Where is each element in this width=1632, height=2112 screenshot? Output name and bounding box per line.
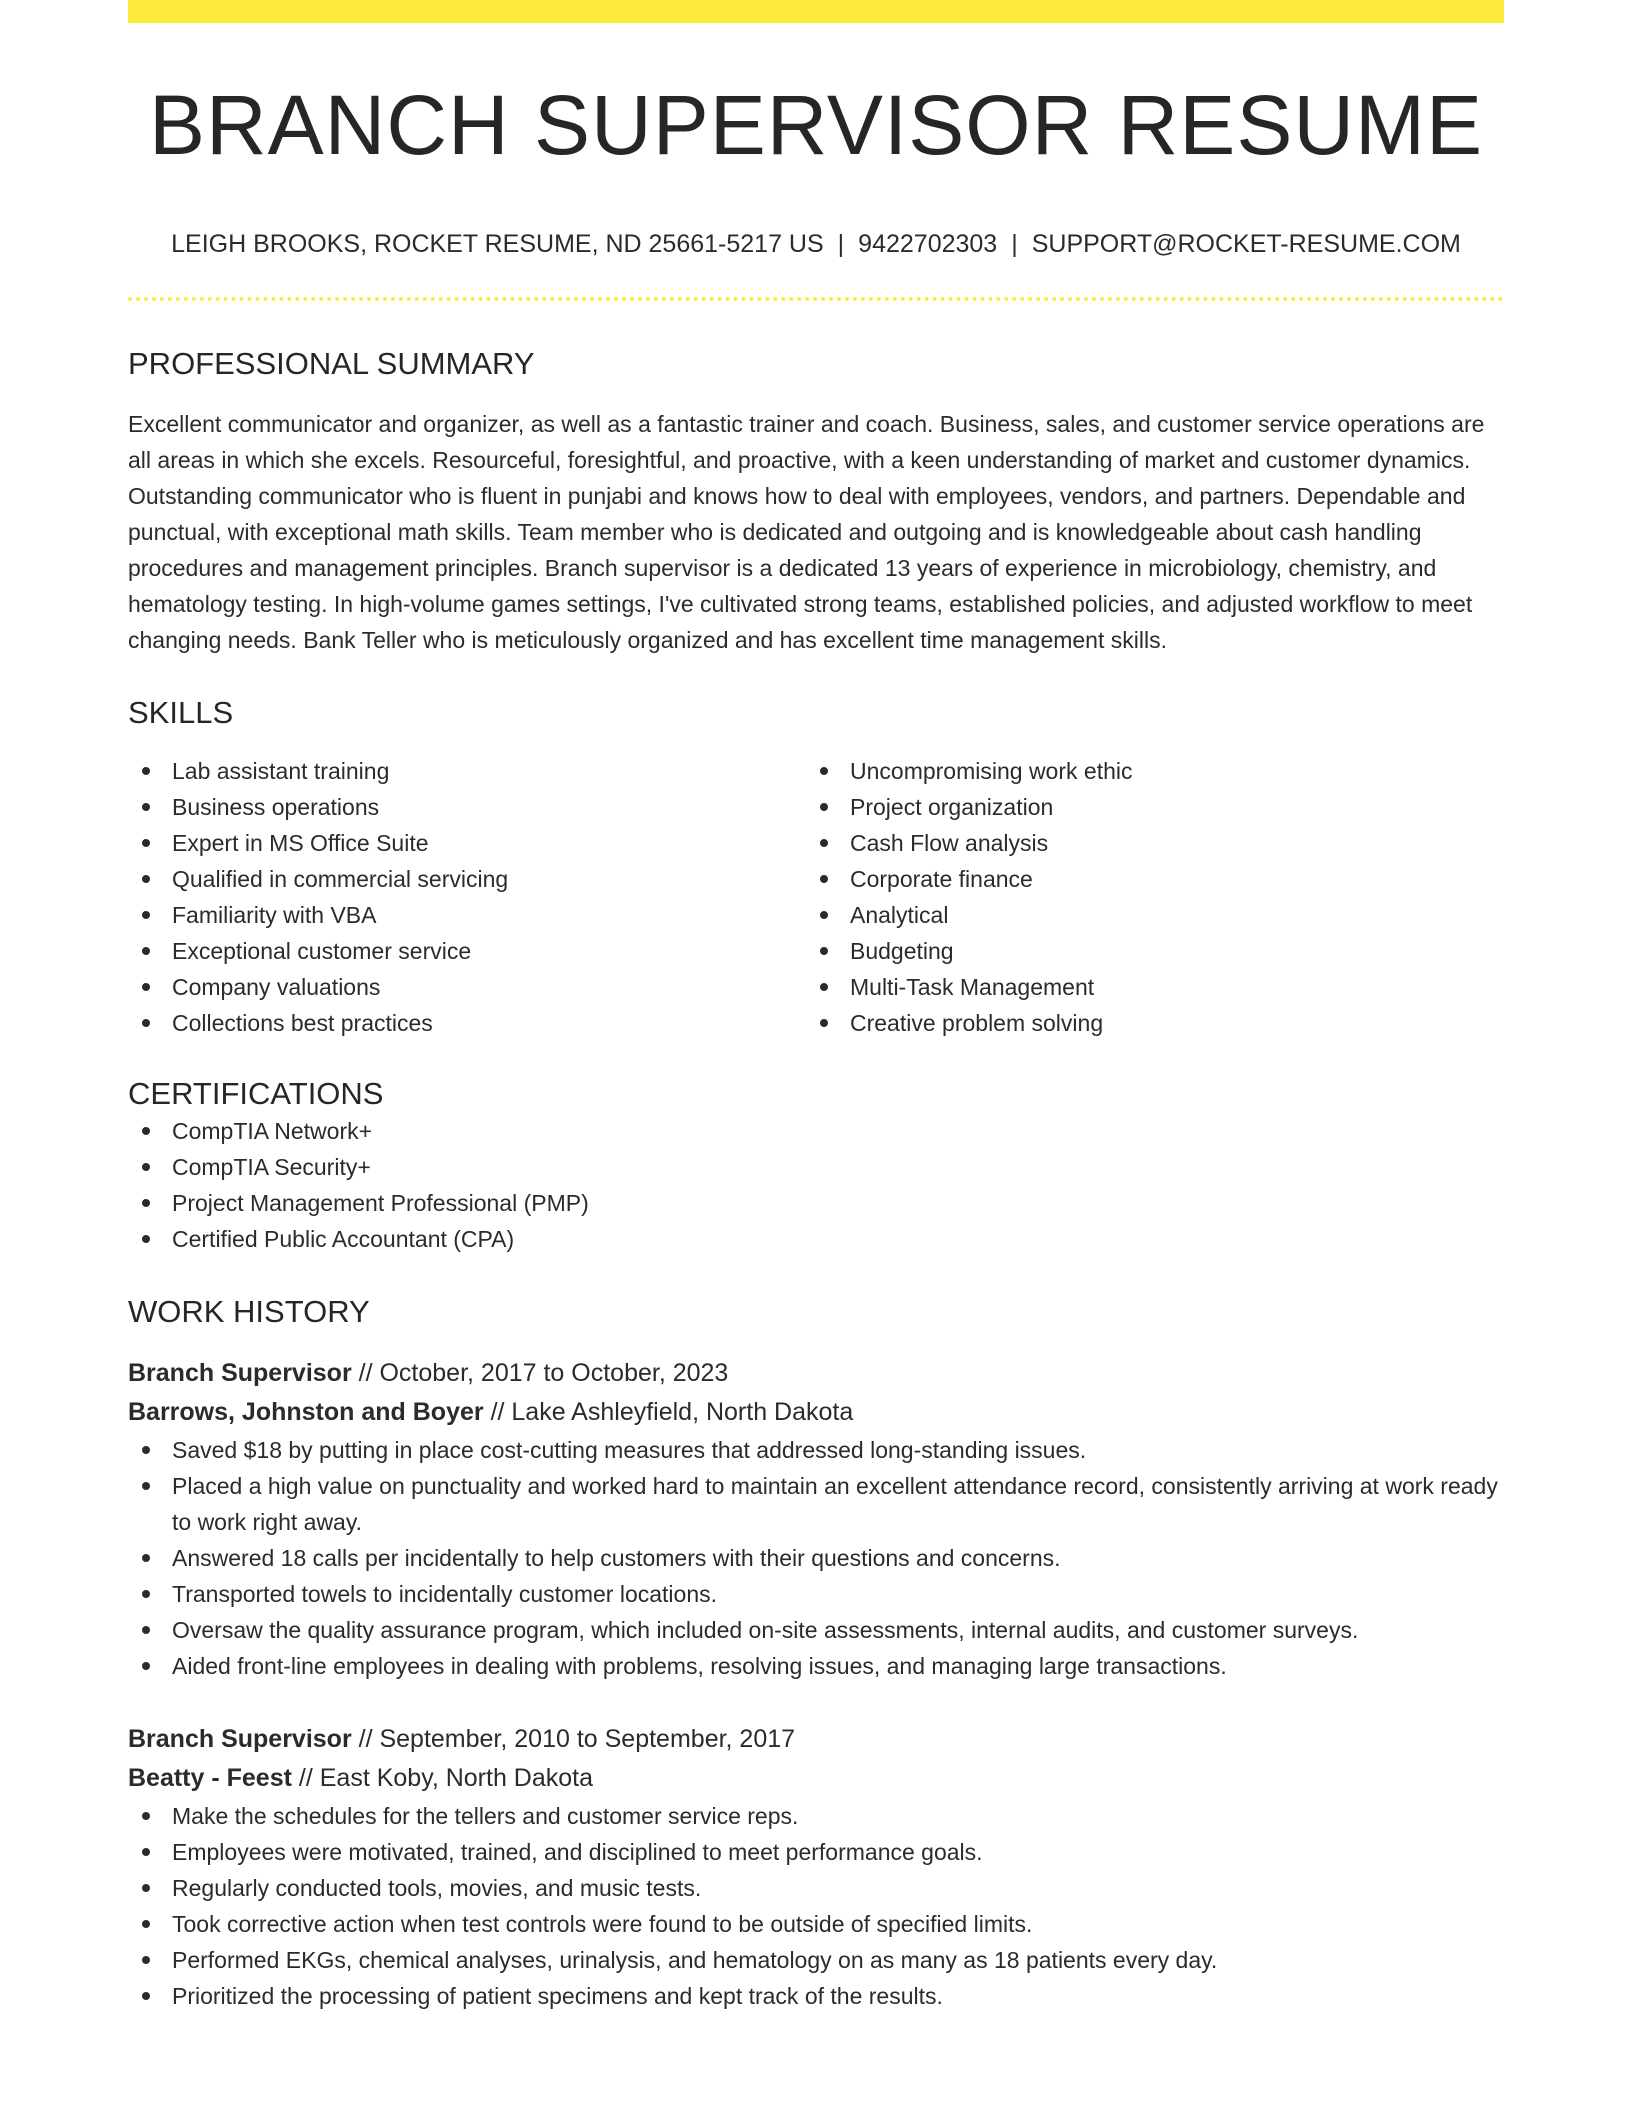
job-role-line bbox=[128, 1720, 1504, 1759]
job-location: // East Koby, North Dakota bbox=[291, 1763, 594, 1792]
skills-list-right bbox=[806, 753, 1484, 1041]
contact-separator: | bbox=[1011, 230, 1018, 258]
bullet-dot-icon bbox=[142, 1482, 150, 1490]
job-bullet bbox=[128, 1942, 1504, 1978]
bullet-dot-icon bbox=[142, 875, 150, 883]
skill-item bbox=[806, 789, 1484, 825]
top-accent-bar bbox=[128, 0, 1504, 23]
job-bullet-text: Employees were motivated, trained, and disciplined to meet performance goals. bbox=[172, 1838, 983, 1865]
job-location: // Lake Ashleyfield, North Dakota bbox=[483, 1397, 854, 1426]
job-bullet-text: Aided front-line employees in dealing with problems, resolving issues, and managing large transactions. bbox=[172, 1652, 1227, 1679]
bullet-dot-icon bbox=[142, 1992, 150, 2000]
bullet-dot-icon bbox=[820, 875, 828, 883]
certification-item-text: CompTIA Network+ bbox=[172, 1117, 373, 1144]
bullet-dot-icon bbox=[820, 1019, 828, 1027]
skill-item-text: Uncompromising work ethic bbox=[850, 758, 1133, 785]
bullet-dot-icon bbox=[142, 1662, 150, 1670]
job-entry bbox=[128, 1720, 1504, 2014]
skill-item bbox=[128, 897, 806, 933]
bullet-dot-icon bbox=[142, 767, 150, 775]
bullet-dot-icon bbox=[142, 1235, 150, 1243]
job-entry bbox=[128, 1354, 1504, 1684]
skill-item-text: Multi-Task Management bbox=[850, 974, 1095, 1001]
skill-item-text: Project organization bbox=[850, 794, 1054, 821]
job-company-line bbox=[128, 1393, 1504, 1432]
bullet-dot-icon bbox=[142, 983, 150, 991]
skill-item bbox=[128, 753, 806, 789]
skill-item bbox=[806, 825, 1484, 861]
job-bullet-list bbox=[128, 1798, 1504, 2014]
skill-item-text: Lab assistant training bbox=[172, 758, 390, 785]
bullet-dot-icon bbox=[142, 911, 150, 919]
resume-page bbox=[128, 0, 1504, 2014]
bullet-dot-icon bbox=[142, 1626, 150, 1634]
skill-item bbox=[806, 969, 1484, 1005]
job-bullet-text: Placed a high value on punctuality and worked hard to maintain an excellent attendance record, consistently arriving at work ready to work right away. bbox=[172, 1472, 1498, 1535]
job-bullet-text: Performed EKGs, chemical analyses, urinalysis, and hematology on as many as 18 patients every day. bbox=[172, 1946, 1218, 1973]
job-bullet bbox=[128, 1906, 1504, 1942]
skill-item bbox=[806, 897, 1484, 933]
skills-columns bbox=[128, 753, 1504, 1041]
bullet-dot-icon bbox=[142, 1446, 150, 1454]
resume-title: BRANCH SUPERVISOR RESUME bbox=[148, 78, 1484, 172]
certification-item bbox=[128, 1113, 1504, 1149]
certifications-list bbox=[128, 1113, 1504, 1257]
bullet-dot-icon bbox=[820, 947, 828, 955]
certification-item-text: Certified Public Accountant (CPA) bbox=[172, 1225, 515, 1252]
job-bullet-text: Took corrective action when test controls were found to be outside of specified limits. bbox=[172, 1910, 1033, 1937]
skills-heading: SKILLS bbox=[128, 695, 234, 731]
job-bullet-text: Prioritized the processing of patient specimens and kept track of the results. bbox=[172, 1982, 943, 2009]
skill-item-text: Corporate finance bbox=[850, 866, 1033, 893]
skills-column-left bbox=[128, 753, 806, 1041]
job-company-line bbox=[128, 1759, 1504, 1798]
job-dates: // October, 2017 to October, 2023 bbox=[351, 1358, 729, 1387]
skill-item-text: Creative problem solving bbox=[850, 1010, 1104, 1037]
bullet-dot-icon bbox=[142, 1554, 150, 1562]
skill-item bbox=[806, 1005, 1484, 1041]
bullet-dot-icon bbox=[142, 947, 150, 955]
skill-item-text: Collections best practices bbox=[172, 1010, 433, 1037]
skill-item bbox=[806, 933, 1484, 969]
contact-phone: 9422702303 bbox=[858, 230, 998, 258]
bullet-dot-icon bbox=[142, 1848, 150, 1856]
bullet-dot-icon bbox=[142, 1127, 150, 1135]
job-bullet-text: Transported towels to incidentally customer locations. bbox=[172, 1580, 718, 1607]
bullet-dot-icon bbox=[142, 1019, 150, 1027]
skill-item bbox=[128, 933, 806, 969]
job-bullet bbox=[128, 1612, 1504, 1648]
bullet-dot-icon bbox=[142, 839, 150, 847]
job-bullet bbox=[128, 1540, 1504, 1576]
bullet-dot-icon bbox=[820, 983, 828, 991]
skill-item bbox=[128, 861, 806, 897]
bullet-dot-icon bbox=[820, 803, 828, 811]
bullet-dot-icon bbox=[142, 1590, 150, 1598]
job-role-line bbox=[128, 1354, 1504, 1393]
skill-item-text: Qualified in commercial servicing bbox=[172, 866, 509, 893]
bullet-dot-icon bbox=[142, 1163, 150, 1171]
contact-separator: | bbox=[837, 230, 845, 258]
job-bullet bbox=[128, 1870, 1504, 1906]
contact-email: SUPPORT@ROCKET-RESUME.COM bbox=[1031, 230, 1461, 258]
certification-item bbox=[128, 1149, 1504, 1185]
bullet-dot-icon bbox=[142, 1956, 150, 1964]
skill-item bbox=[128, 1005, 806, 1041]
bullet-dot-icon bbox=[142, 1199, 150, 1207]
work-history-heading: WORK HISTORY bbox=[128, 1293, 370, 1329]
job-bullet bbox=[128, 1834, 1504, 1870]
skill-item bbox=[128, 969, 806, 1005]
certification-item bbox=[128, 1221, 1504, 1257]
skills-column-right bbox=[806, 753, 1484, 1041]
job-bullet bbox=[128, 1648, 1504, 1684]
job-dates: // September, 2010 to September, 2017 bbox=[351, 1724, 796, 1753]
skills-list-left bbox=[128, 753, 806, 1041]
contact-line bbox=[128, 229, 1504, 259]
skill-item-text: Budgeting bbox=[850, 938, 954, 965]
bullet-dot-icon bbox=[142, 803, 150, 811]
skill-item-text: Exceptional customer service bbox=[172, 938, 472, 965]
work-history-list bbox=[128, 1354, 1504, 2014]
job-bullet-list bbox=[128, 1432, 1504, 1684]
certification-item-text: CompTIA Security+ bbox=[172, 1153, 371, 1180]
bullet-dot-icon bbox=[820, 839, 828, 847]
job-role: Branch Supervisor bbox=[128, 1724, 352, 1753]
certification-item-text: Project Management Professional (PMP) bbox=[172, 1189, 589, 1216]
job-company: Barrows, Johnston and Boyer bbox=[128, 1397, 484, 1426]
skill-item-text: Cash Flow analysis bbox=[850, 830, 1049, 857]
job-bullet bbox=[128, 1978, 1504, 2014]
summary-text: Excellent communicator and organizer, as well as a fantastic trainer and coach. Business, sales, and customer service operations are all areas in which she excels. Resourceful, foresightful, and proactive, with a keen understanding of market and customer dynamics. Outstanding communicator who is fluent in punjabi and knows how to deal with employees, vendors, and partners. Dependable and punctual, with exceptional math skills. Team member who is dedicated and outgoing and is knowledgeable about cash handling procedures and management principles. Branch supervisor is a dedicated 13 years of experience in microbiology, chemistry, and hematology testing. In high-volume games settings, I've cultivated strong teams, established policies, and adjusted workflow to meet changing needs. Bank Teller who is meticulously organized and has excellent time management skills. bbox=[128, 411, 1485, 654]
job-bullet bbox=[128, 1432, 1504, 1468]
certification-item bbox=[128, 1185, 1504, 1221]
job-bullet-text: Make the schedules for the tellers and customer service reps. bbox=[172, 1802, 799, 1829]
bullet-dot-icon bbox=[820, 911, 828, 919]
skill-item-text: Company valuations bbox=[172, 974, 381, 1001]
job-bullet bbox=[128, 1468, 1504, 1540]
skill-item-text: Expert in MS Office Suite bbox=[172, 830, 429, 857]
job-bullet bbox=[128, 1798, 1504, 1834]
job-bullet bbox=[128, 1576, 1504, 1612]
bullet-dot-icon bbox=[142, 1812, 150, 1820]
skill-item bbox=[806, 861, 1484, 897]
skill-item-text: Familiarity with VBA bbox=[172, 902, 377, 929]
summary-heading: PROFESSIONAL SUMMARY bbox=[128, 346, 535, 381]
job-bullet-text: Oversaw the quality assurance program, which included on-site assessments, internal audits, and customer surveys. bbox=[172, 1616, 1359, 1643]
job-bullet-text: Regularly conducted tools, movies, and music tests. bbox=[172, 1874, 702, 1901]
skill-item-text: Business operations bbox=[172, 794, 380, 821]
job-bullet-text: Saved $18 by putting in place cost-cutting measures that addressed long-standing issues. bbox=[172, 1436, 1087, 1463]
bullet-dot-icon bbox=[820, 767, 828, 775]
skill-item bbox=[128, 789, 806, 825]
skill-item-text: Analytical bbox=[850, 902, 949, 929]
skill-item bbox=[128, 825, 806, 861]
job-bullet-text: Answered 18 calls per incidentally to help customers with their questions and concerns. bbox=[172, 1544, 1061, 1571]
contact-address: LEIGH BROOKS, ROCKET RESUME, ND 25661-5217 US bbox=[171, 230, 824, 258]
certifications-heading: CERTIFICATIONS bbox=[128, 1076, 384, 1112]
job-company: Beatty - Feest bbox=[128, 1763, 292, 1792]
dotted-divider bbox=[128, 297, 1504, 301]
job-role: Branch Supervisor bbox=[128, 1358, 352, 1387]
bullet-dot-icon bbox=[142, 1884, 150, 1892]
skill-item bbox=[806, 753, 1484, 789]
bullet-dot-icon bbox=[142, 1920, 150, 1928]
